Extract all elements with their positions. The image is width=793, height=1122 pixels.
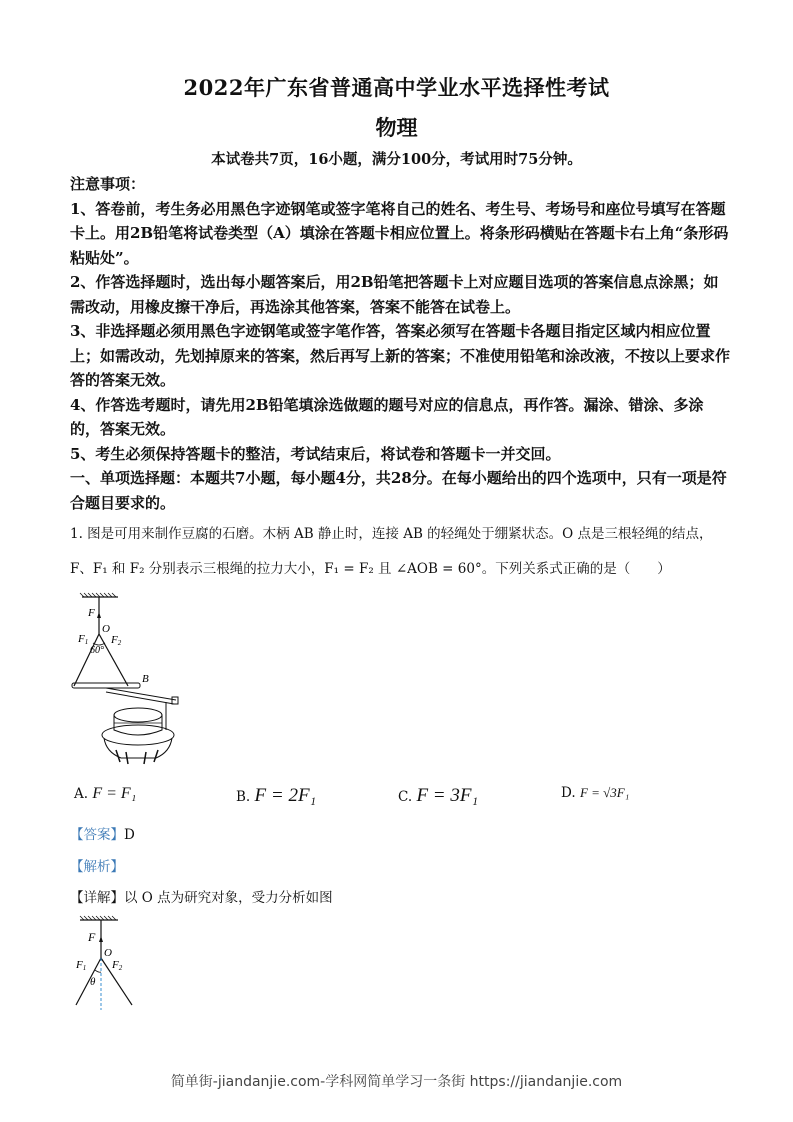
- svg-text:60°: 60°: [90, 645, 104, 656]
- notice-item-1: 1、答卷前，考生务必用黑色字迹钢笔或签字笔将自己的姓名、考生号、考场号和座位号填写在答题卡上。用2B铅笔将试卷类型（A）填涂在答题卡相应位置上。将条形码横贴在答题卡右上角“条形码粘贴处”。: [70, 199, 729, 267]
- exam-title: 2022年广东省普通高中学业水平选择性考试: [183, 75, 610, 100]
- force-analysis-figure: [66, 910, 156, 1010]
- option-c-letter: C.: [398, 789, 413, 805]
- svg-text:F1: F1: [76, 959, 87, 972]
- notice-item-4: 4、作答选考题时，请先用2B铅笔填涂选做题的题号对应的信息点，再作答。漏涂、错涂、多涂的，答案无效。: [70, 395, 704, 438]
- exam-info: 本试卷共7页，16小题，满分100分，考试用时75分钟。: [211, 151, 582, 168]
- svg-text:F2: F2: [111, 634, 122, 647]
- svg-text:F1: F1: [78, 633, 89, 646]
- option-b-letter: B.: [236, 789, 251, 805]
- watermark-footer: 简单街-jiandanjie.com-学科网简单学习一条街 https://jiandanjie.com: [170, 1074, 623, 1090]
- question-1-line-1: 1. 图是可用来制作豆腐的石磨。木柄 AB 静止时，连接 AB 的轻绳处于绷紧状态。O 点是三根轻绳的结点，: [70, 526, 713, 542]
- detail-label: 【详解】: [70, 890, 124, 906]
- subject-title: 物理: [375, 115, 418, 140]
- notice-section: [70, 172, 730, 515]
- option-b[interactable]: [236, 785, 316, 807]
- label-theta: θ: [90, 976, 96, 988]
- analysis-line: [70, 855, 735, 875]
- label-O: O: [102, 623, 110, 635]
- answer-value: D: [124, 827, 135, 843]
- label-F: F: [88, 607, 95, 619]
- label-F: F: [88, 930, 96, 944]
- detail-text: 以 O 点为研究对象，受力分析如图: [124, 890, 333, 906]
- option-c[interactable]: [398, 785, 478, 807]
- option-d-expr: F = √3F₁: [579, 785, 630, 800]
- option-a[interactable]: [74, 785, 136, 803]
- option-a-letter: A.: [74, 786, 89, 802]
- answer-line: [70, 823, 735, 843]
- section-heading: 一、单项选择题：本题共7小题，每小题4分，共28分。在每小题给出的四个选项中，只有一项是符合题目要求的。: [70, 469, 727, 512]
- label-O: O: [104, 947, 112, 959]
- stone-mill-figure: [66, 590, 186, 770]
- option-d-letter: D.: [561, 785, 576, 801]
- option-c-expr: F = 3F₁: [416, 785, 479, 806]
- detail-line: [70, 886, 735, 906]
- notice-heading: 注意事项：: [70, 175, 146, 193]
- notice-item-5: 5、考生必须保持答题卡的整洁，考试结束后，将试卷和答题卡一并交回。: [70, 444, 561, 463]
- option-d[interactable]: [561, 785, 629, 801]
- svg-text:B: B: [142, 673, 149, 685]
- svg-text:F2: F2: [112, 959, 123, 972]
- notice-item-2: 2、作答选择题时，选出每小题答案后，用2B铅笔把答题卡上对应题目选项的答案信息点涂黑；如需改动，用橡皮擦干净后，再选涂其他答案，答案不能答在试卷上。: [70, 273, 719, 316]
- analysis-label: 【解析】: [70, 859, 124, 875]
- question-1-line-2: F、F₁ 和 F₂ 分别表示三根绳的拉力大小，F₁ = F₂ 且 ∠AOB = 60°。下列关系式正确的是（ ）: [70, 561, 671, 577]
- notice-item-3: 3、非选择题必须用黑色字迹钢笔或签字笔作答，答案必须写在答题卡各题目指定区域内相应位置上；如需改动，先划掉原来的答案，然后再写上新的答案；不准使用铅笔和涂改液，不按以上要求作答的答案无效。: [70, 322, 731, 389]
- answer-label: 【答案】: [70, 827, 124, 843]
- option-a-expr: F = F₁: [92, 785, 137, 802]
- option-b-expr: F = 2F₁: [254, 785, 317, 806]
